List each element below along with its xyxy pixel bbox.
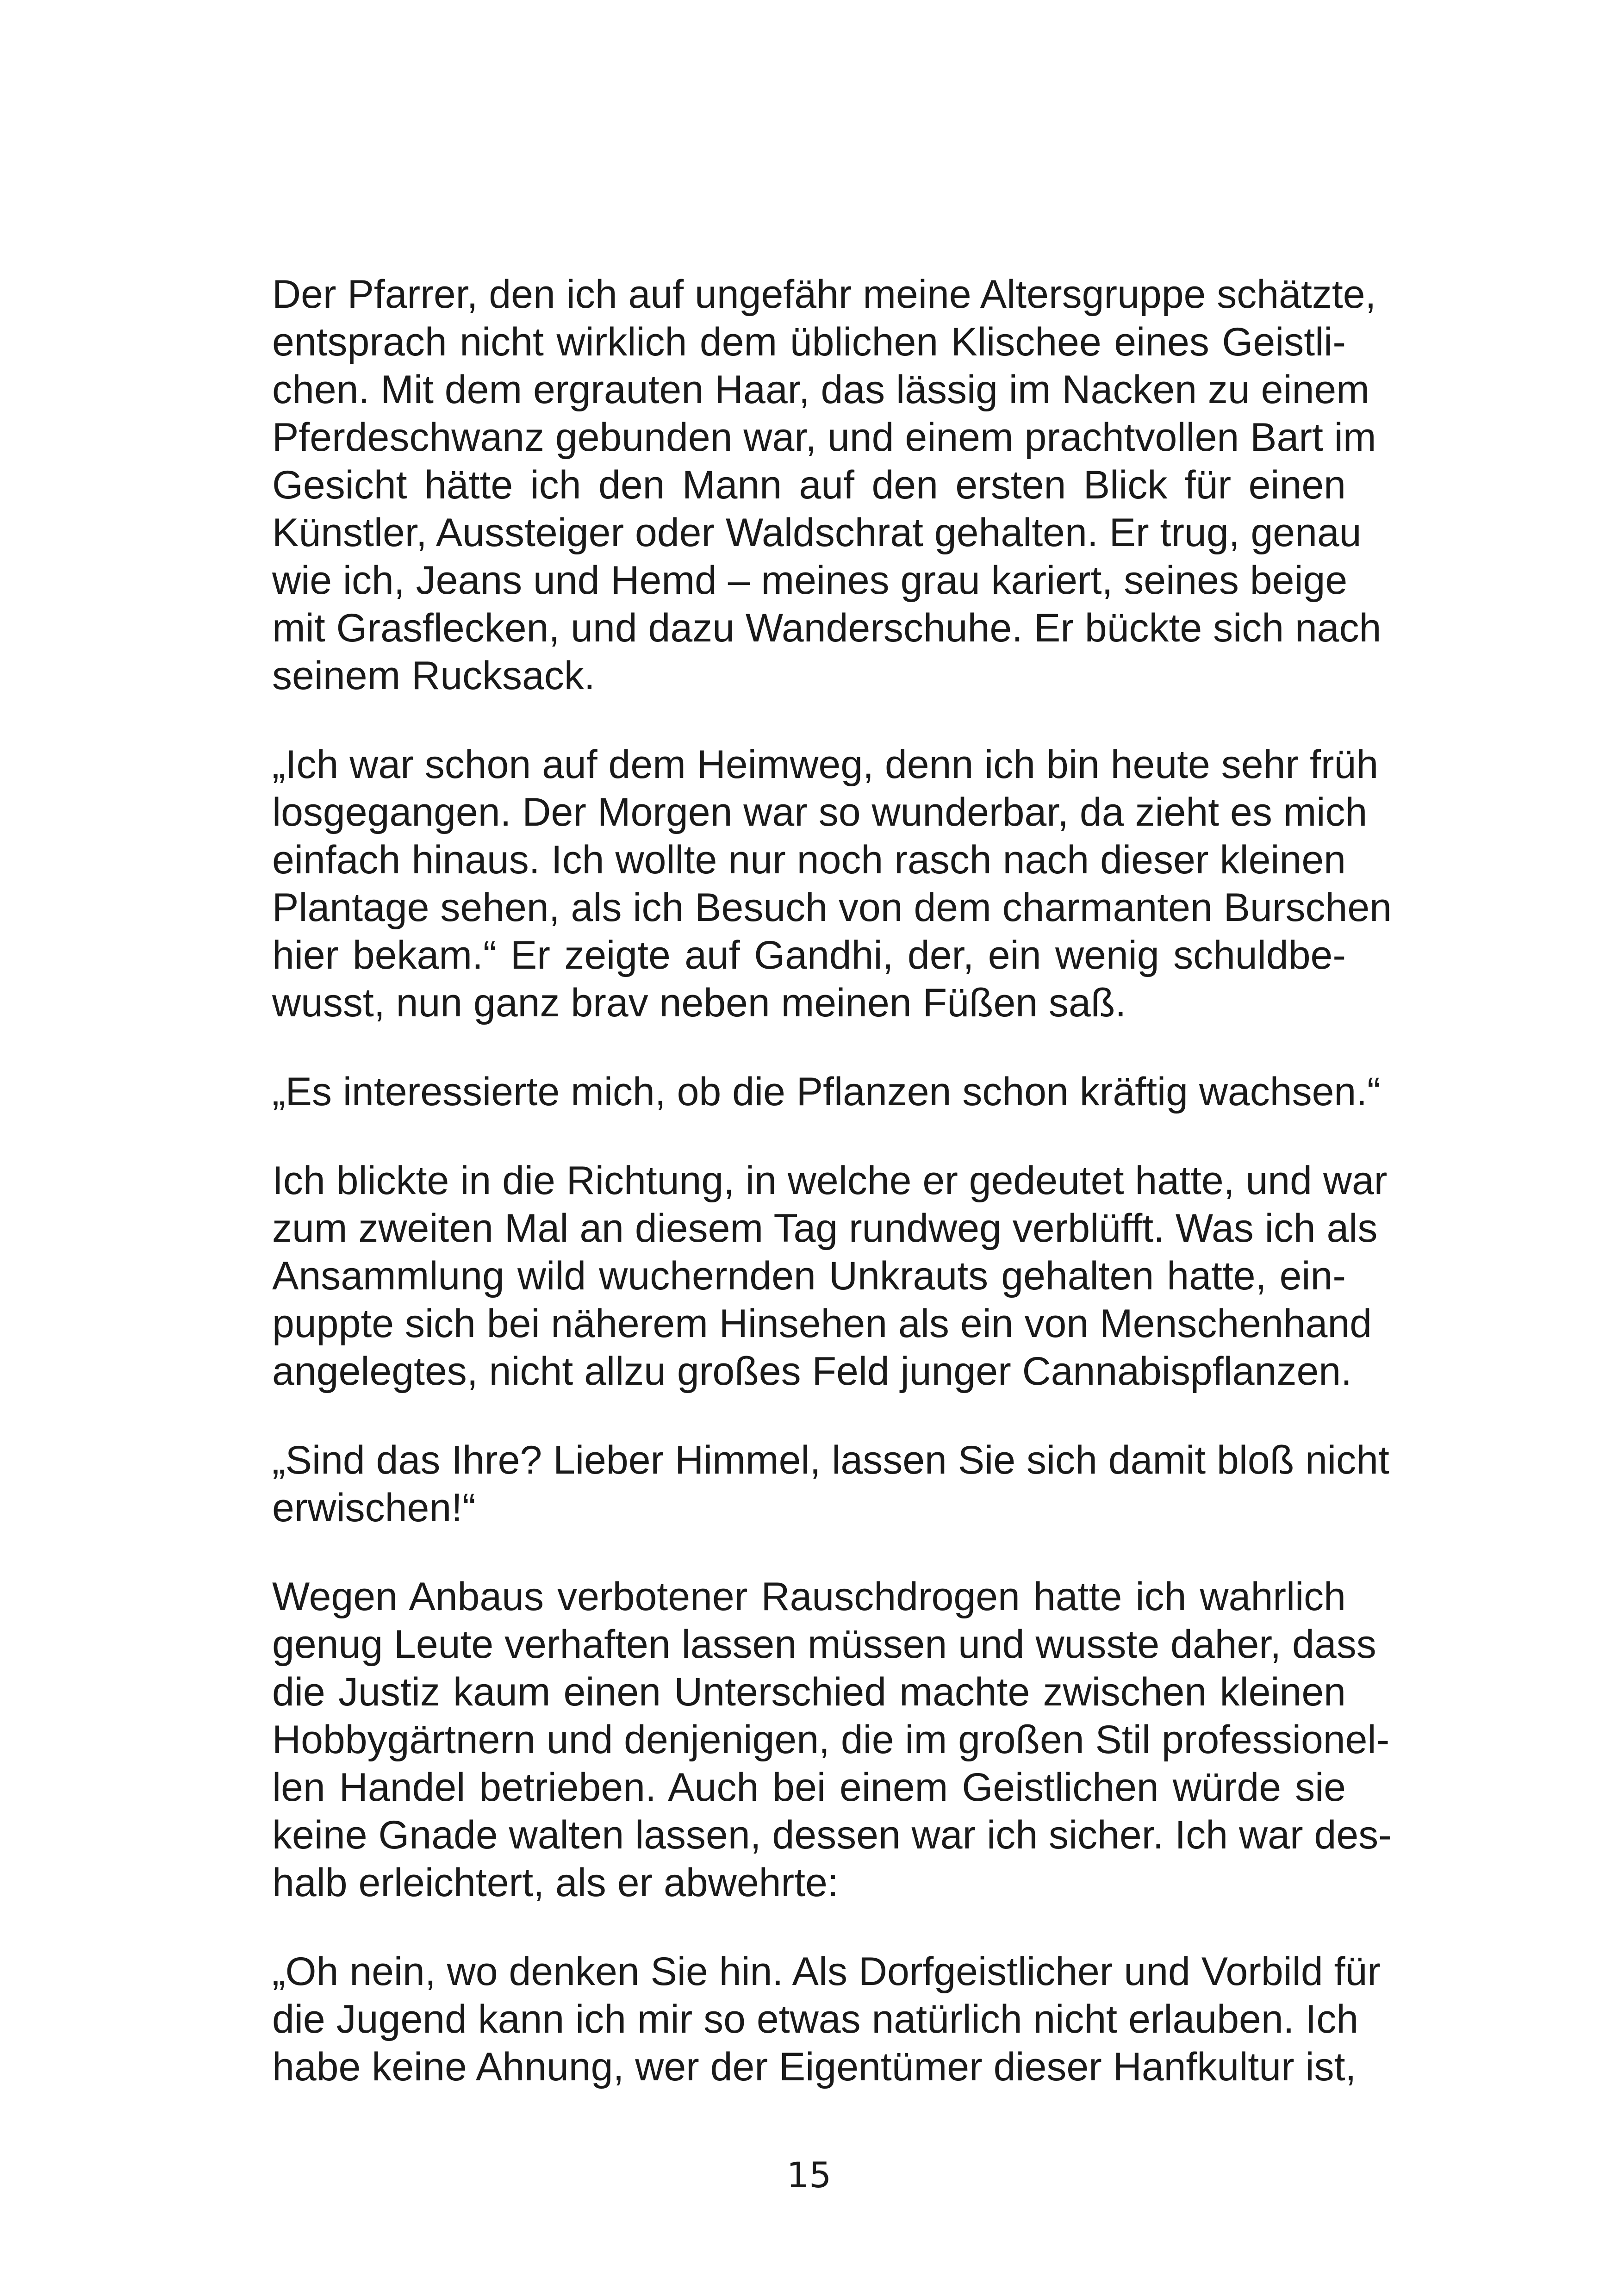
- text-line: Hobbygärtnern und denjenigen, die im großen Stil professionel-: [272, 1717, 1390, 1762]
- page-body: [272, 271, 1392, 2132]
- paragraph: [272, 1948, 1381, 2091]
- text-line: die Jugend kann ich mir so etwas natürlich nicht erlauben. Ich: [272, 1997, 1359, 2041]
- text-line: erwischen!“: [272, 1486, 476, 1530]
- text-line: chen. Mit dem ergrauten Haar, das lässig im Nacken zu einem: [272, 367, 1369, 412]
- text-line: len Handel betrieben. Auch bei einem Geistlichen würde sie: [272, 1765, 1346, 1810]
- text-line: „Sind das Ihre? Lieber Himmel, lassen Sie sich damit bloß nicht: [272, 1438, 1389, 1482]
- text-line: einfach hinaus. Ich wollte nur noch rasch nach dieser kleinen: [272, 838, 1346, 882]
- text-line: puppte sich bei näherem Hinsehen als ein von Menschenhand: [272, 1301, 1372, 1346]
- text-line: zum zweiten Mal an diesem Tag rundweg verblüfft. Was ich als: [272, 1206, 1378, 1251]
- paragraph: [272, 1157, 1388, 1395]
- paragraph: [272, 741, 1392, 1027]
- text-line: entsprach nicht wirklich dem üblichen Klischee eines Geistli-: [272, 320, 1346, 364]
- text-line: „Ich war schon auf dem Heimweg, denn ich bin heute sehr früh: [272, 742, 1379, 787]
- page-number: 15: [786, 2154, 832, 2196]
- text-line: Gesicht hätte ich den Mann auf den ersten Blick für einen: [272, 463, 1346, 507]
- text-line: halb erleichtert, als er abwehrte:: [272, 1860, 839, 1905]
- text-line: mit Grasflecken, und dazu Wanderschuhe. Er bückte sich nach: [272, 606, 1382, 650]
- text-line: genug Leute verhaften lassen müssen und wusste daher, dass: [272, 1622, 1376, 1667]
- text-line: „Es interessierte mich, ob die Pflanzen schon kräftig wachsen.“: [272, 1070, 1381, 1114]
- text-line: Künstler, Aussteiger oder Waldschrat gehalten. Er trug, genau: [272, 510, 1362, 555]
- text-line: Plantage sehen, als ich Besuch von dem charmanten Burschen: [272, 885, 1392, 930]
- text-line: wusst, nun ganz brav neben meinen Füßen saß.: [272, 981, 1126, 1025]
- text-line: Wegen Anbaus verbotener Rauschdrogen hatte ich wahrlich: [272, 1574, 1346, 1619]
- paragraph: [272, 1068, 1381, 1116]
- text-line: keine Gnade walten lassen, dessen war ich sicher. Ich war des-: [272, 1813, 1392, 1857]
- text-line: hier bekam.“ Er zeigte auf Gandhi, der, ein wenig schuldbe-: [272, 933, 1346, 977]
- text-line: „Oh nein, wo denken Sie hin. Als Dorfgeistlicher und Vorbild für: [272, 1949, 1381, 1994]
- text-line: angelegtes, nicht allzu großes Feld junger Cannabispflanzen.: [272, 1349, 1352, 1394]
- text-line: die Justiz kaum einen Unterschied machte zwischen kleinen: [272, 1670, 1346, 1714]
- text-line: losgegangen. Der Morgen war so wunderbar, da zieht es mich: [272, 790, 1368, 834]
- text-line: habe keine Ahnung, wer der Eigentümer dieser Hanfkultur ist,: [272, 2045, 1357, 2089]
- text-line: seinem Rucksack.: [272, 653, 595, 698]
- text-line: Ansammlung wild wuchernden Unkrauts gehalten hatte, ein-: [272, 1254, 1346, 1298]
- text-line: Pferdeschwanz gebunden war, und einem prachtvollen Bart im: [272, 415, 1376, 460]
- text-line: Ich blickte in die Richtung, in welche er gedeutet hatte, und war: [272, 1158, 1388, 1203]
- paragraph: [272, 1573, 1392, 1907]
- text-line: Der Pfarrer, den ich auf ungefähr meine Altersgruppe schätzte,: [272, 272, 1376, 317]
- paragraph: [272, 1437, 1389, 1532]
- text-line: wie ich, Jeans und Hemd – meines grau kariert, seines beige: [272, 558, 1348, 603]
- paragraph: [272, 271, 1382, 700]
